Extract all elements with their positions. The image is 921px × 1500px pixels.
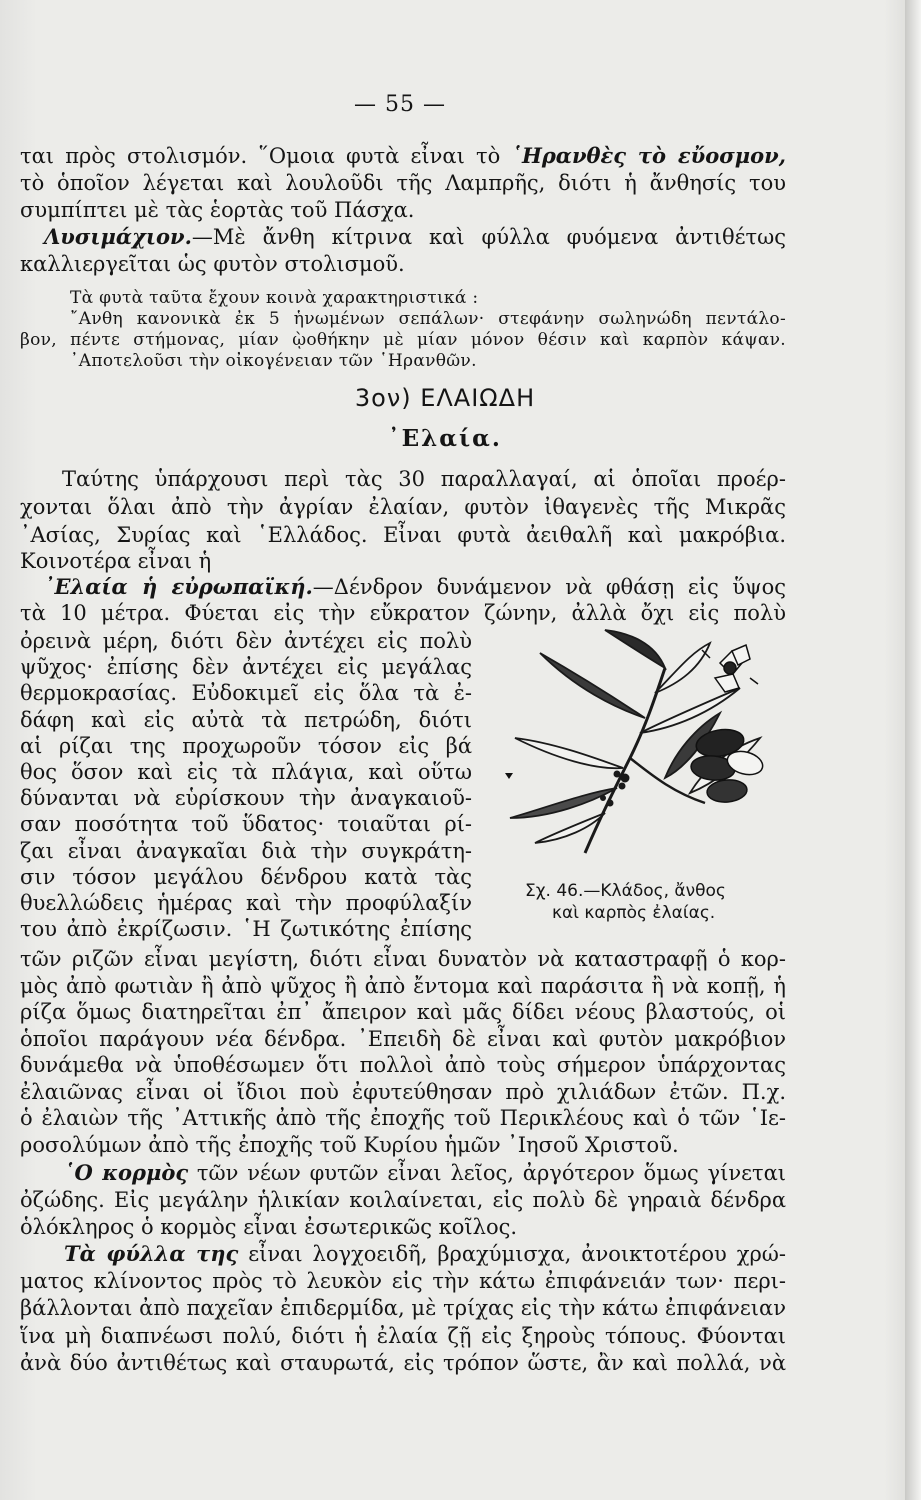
intro-text-pre: συμπίπτει μὲ τὰς ἑορτὰς τοῦ Πάσχα. xyxy=(20,198,415,222)
olea-europaea-text: —Δένδρον δυνάμενον νὰ φθάσῃ εἰς ὕψος xyxy=(312,575,786,599)
narrow-column-line: δύνανται νὰ εὑρίσκουν τὴν ἀναγκαιοῦ- xyxy=(20,786,472,811)
trunk-emphasis: ῾Ο κορμὸς xyxy=(64,1160,189,1185)
intro-text-pre: καλλιεργεῖται ὡς φυτὸν στολισμοῦ. xyxy=(20,252,405,276)
intro-text-post: —Μὲ ἄνθη κίτρινα καὶ φύλλα φυόμενα ἀντιθέτως xyxy=(191,225,786,249)
continuation-line: δυνάμεθα νὰ ὑποθέσωμεν ὅτι πολλοὶ ἀπὸ τοὺς σήμερον ὑπάρχοντας xyxy=(20,1053,786,1077)
leaves-line xyxy=(20,1295,786,1321)
paragraph-line: Κοινοτέρα εἶναι ἡ xyxy=(20,549,212,573)
narrow-column-line: δάφη καὶ εἰς αὐτὰ τὰ πετρώδη, διότι xyxy=(20,707,472,732)
leaves-text: εἶναι λογχοειδῆ, βραχύμισχα, ἀνοικτοτέρου χρώ- xyxy=(238,1242,787,1266)
narrow-column-line: αἱ ρίζαι της προχωροῦν τόσον εἰς βά xyxy=(20,733,472,758)
line-before-figure: τὰ 10 μέτρα. Φύεται εἰς τὴν εὔκρατον ζώνην, ἀλλὰ ὄχι εἰς πολὺ xyxy=(20,601,786,625)
narrow-column-line: του ἀπὸ ἐκρίζωσιν. ῾Η ζωτικότης ἐπίσης xyxy=(20,917,472,942)
continuation-line: ὁποῖοι παράγουν νέα δένδρα. ᾿Επειδὴ δὲ εἶναι καὶ φυτὸν μακρόβιον xyxy=(20,1026,786,1051)
leaves-text: ἵνα μὴ διαπνέωσι πολύ, διότι ἡ ἐλαία ζῇ εἰς ξηροὺς τόπους. Φύονται xyxy=(20,1323,786,1348)
trunk-text: τῶν νέων φυτῶν εἶναι λεῖος, ἀργότερον ὅμως γίνεται xyxy=(188,1161,786,1185)
leaves-text: ἀνὰ δύο ἀντιθέτως καὶ σταυρωτά, εἰς τρόπον ὥστε, ἂν καὶ πολλά, νὰ xyxy=(20,1350,786,1375)
paragraph-line: Ταύτης ὑπάρχουσι περὶ τὰς 30 παραλλαγαί, αἱ ὁποῖαι προέρ- xyxy=(62,467,786,491)
continuation-line: ρίζα ὅμως διατηρεῖται ἐπ᾿ ἄπειρον καὶ μᾶς δίδει νέους βλαστούς, οἱ xyxy=(20,1000,786,1024)
summary-line: Τὰ φυτὰ ταῦτα ἔχουν κοινὰ χαρακτηριστικά : xyxy=(70,288,479,308)
olive-branch-illustration xyxy=(505,628,785,878)
trunk-line xyxy=(64,1160,786,1186)
continuation-line: τῶν ριζῶν εἶναι μεγίστη, διότι εἶναι δυνατὸν νὰ καταστραφῇ ὁ κορ- xyxy=(20,947,786,971)
trunk-text: ὀζώδης. Εἰς μεγάλην ἡλικίαν κοιλαίνεται, εἰς πολὺ δὲ γηραιὰ δένδρα xyxy=(20,1188,786,1212)
paragraph-line: ᾿Ασίας, Συρίας καὶ ῾Ελλάδος. Εἶναι φυτὰ ἀειθαλῆ καὶ μακρόβια. xyxy=(20,523,786,547)
intro-emphasis: Λυσιμάχιον. xyxy=(44,224,192,249)
intro-text-pre: ται πρὸς στολισμόν. ῞Ομοια φυτὰ εἶναι τὸ xyxy=(20,144,512,168)
intro-line xyxy=(44,224,786,250)
page-edge xyxy=(905,0,921,1500)
figure-caption-line-2: καὶ καρπὸς ἐλαίας. xyxy=(552,903,716,923)
continuation-line: ροσολύμων ἀπὸ τῆς ἐποχῆς τοῦ Κυρίου ἡμῶν ᾿Ιησοῦ Χριστοῦ. xyxy=(20,1132,679,1157)
leaves-emphasis: Τὰ φύλλα της xyxy=(64,1241,239,1266)
trunk-line xyxy=(20,1214,786,1240)
intro-line xyxy=(20,197,786,223)
narrow-column-line: ψῦχος· ἐπίσης δὲν ἀντέχει εἰς μεγάλας xyxy=(20,655,472,680)
trunk-line xyxy=(20,1187,786,1213)
summary-line: βον, πέντε στήμονας, μίαν ῲοθήκην μὲ μίαν μόνον θέσιν καὶ καρπὸν κάψαν. xyxy=(20,330,786,350)
continuation-line: μὸς ἀπὸ φωτιὰν ἢ ἀπὸ ψῦχος ἢ ἀπὸ ἔντομα καὶ παράσιτα ἢ νὰ κοπῇ, ἡ xyxy=(20,973,786,998)
continuation-line: ἐλαιῶνας εἶναι οἱ ἴδιοι ποὺ ἐφυτεύθησαν πρὸ χιλιάδων ἐτῶν. Π.χ. xyxy=(20,1079,786,1104)
olea-europaea-line xyxy=(44,574,786,600)
narrow-column-line: θερμοκρασίας. Εὐδοκιμεῖ εἰς ὅλα τὰ ἐ- xyxy=(20,681,472,706)
narrow-column-line: θυελλώδεις ἡμέρας καὶ τὴν προφύλαξίν xyxy=(20,891,472,915)
leaves-line xyxy=(64,1241,786,1267)
leaves-text: ματος κλίνοντος πρὸς τὸ λευκὸν εἰς τὴν κάτω ἐπιφάνειάν των· περι- xyxy=(20,1269,786,1294)
summary-line: ᾿Αποτελοῦσι τὴν οἰκογένειαν τῶν ῾Ηρανθῶν. xyxy=(70,351,477,371)
leaves-line xyxy=(20,1323,786,1349)
summary-line: ῎Ανθη κανονικὰ ἐκ 5 ἡνωμένων σεπάλων· στεφάνην σωληνώδη πεντάλο- xyxy=(70,309,786,329)
continuation-line: ὁ ἐλαιὼν τῆς ᾿Αττικῆς ἀπὸ τῆς ἐποχῆς τοῦ Περικλέους καὶ ὁ τῶν ῾Ιε- xyxy=(20,1106,786,1130)
narrow-column-line: θος ὅσον καὶ εἰς τὰ πλάγια, καὶ οὕτω xyxy=(20,760,472,784)
trunk-text: ὁλόκληρος ὁ κορμὸς εἶναι ἐσωτερικῶς κοῖλος. xyxy=(20,1215,518,1239)
paragraph-line: χονται ὅλαι ἀπὸ τὴν ἀγρίαν ἐλαίαν, φυτὸν ἰθαγενὲς τῆς Μικρᾶς xyxy=(20,495,786,519)
narrow-column-line: σιν τόσον μεγάλου δένδρου κατὰ τὰς xyxy=(20,864,472,889)
intro-text-pre: τὸ ὁποῖον λέγεται καὶ λουλοῦδι τῆς Λαμπρῆς, διότι ἡ ἄνθησίς του xyxy=(20,171,786,195)
narrow-column-line: ζαι εἶναι ἀναγκαῖαι διὰ τὴν συγκράτη- xyxy=(20,838,472,863)
page-number: — 55 — xyxy=(354,92,446,117)
intro-line xyxy=(20,170,786,196)
intro-line xyxy=(20,251,786,277)
intro-emphasis: ῾Ηρανθὲς τὸ εὔοσμον, xyxy=(511,143,786,168)
leaves-line xyxy=(20,1268,786,1294)
narrow-column-line: σαν ποσότητα τοῦ ὕδατος· τοιαῦται ρί- xyxy=(20,812,472,837)
leaves-line xyxy=(20,1350,786,1376)
leaves-text: βάλλονται ἀπὸ παχεῖαν ἐπιδερμίδα, μὲ τρίχας εἰς τὴν κάτω ἐπιφάνειαν xyxy=(20,1296,786,1321)
intro-line xyxy=(20,143,786,169)
figure-caption-line-1: Σχ. 46.—Κλάδος, ἄνθος xyxy=(525,881,726,901)
narrow-column-line: ὀρεινὰ μέρη, διότι δὲν ἀντέχει εἰς πολὺ xyxy=(20,629,472,653)
subsection-heading: ᾿Ελαία. xyxy=(388,425,502,452)
olea-europaea-term: ᾿Ελαία ἡ εὐρωπαϊκή. xyxy=(44,574,313,599)
section-heading: 3ον) ΕΛΑΙΩΔΗ xyxy=(354,384,536,412)
